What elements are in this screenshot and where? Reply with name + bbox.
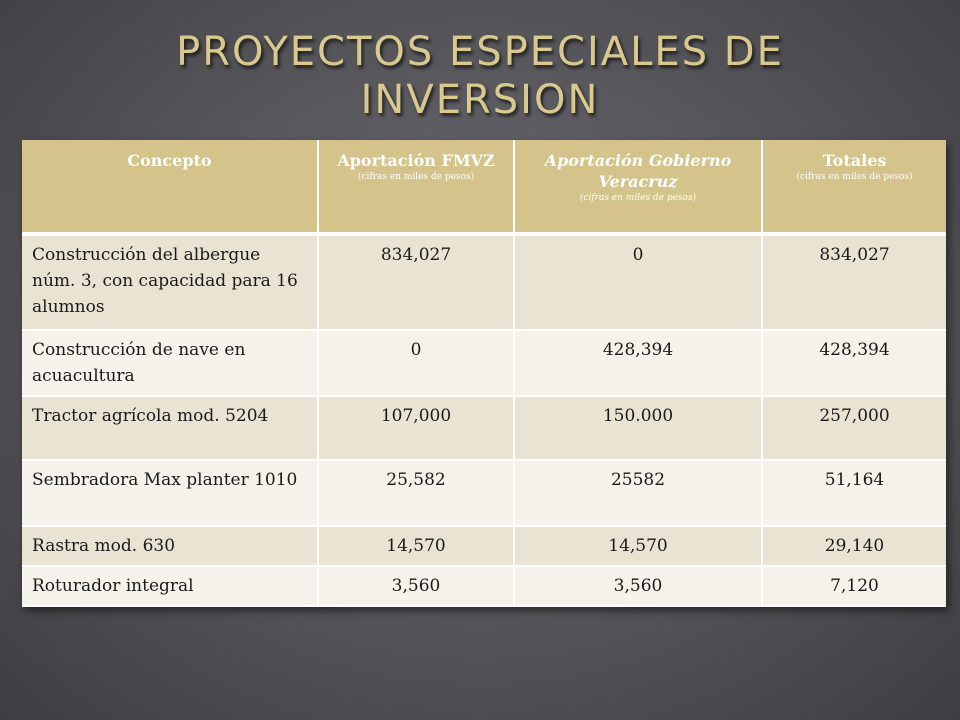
table-row [22, 566, 946, 606]
header-aportacion-fmvz-note: (cifras en miles de pesos) [357, 172, 475, 182]
cell-concepto: Roturador integral [22, 566, 318, 606]
cell-gobierno: 0 [514, 234, 762, 330]
cell-fmvz: 107,000 [318, 396, 514, 460]
cell-fmvz: 25,582 [318, 460, 514, 526]
cell-fmvz: 834,027 [318, 234, 514, 330]
cell-gobierno: 14,570 [514, 526, 762, 566]
header-totales [762, 140, 946, 234]
table-row [22, 460, 946, 526]
header-concepto-label: Concepto [127, 151, 212, 170]
cell-gobierno: 150.000 [514, 396, 762, 460]
table-header-row [22, 140, 946, 234]
cell-fmvz: 0 [318, 330, 514, 396]
table-row [22, 234, 946, 330]
cell-concepto: Construcción de nave en acuacultura [22, 330, 318, 396]
cell-gobierno: 25582 [514, 460, 762, 526]
cell-concepto: Rastra mod. 630 [22, 526, 318, 566]
header-aportacion-fmvz [318, 140, 514, 234]
header-concepto [22, 140, 318, 234]
header-aportacion-gobierno-note: (cifras en miles de pesos) [579, 193, 697, 203]
cell-concepto: Tractor agrícola mod. 5204 [22, 396, 318, 460]
cell-total: 257,000 [762, 396, 946, 460]
investment-table-container [22, 140, 946, 607]
cell-total: 29,140 [762, 526, 946, 566]
table-row [22, 526, 946, 566]
header-aportacion-gobierno-label: Aportación Gobierno Veracruz [544, 151, 732, 191]
table-row [22, 330, 946, 396]
header-aportacion-gobierno [514, 140, 762, 234]
slide-title [0, 28, 960, 124]
table-row [22, 396, 946, 460]
cell-concepto: Sembradora Max planter 1010 [22, 460, 318, 526]
cell-total: 7,120 [762, 566, 946, 606]
investment-table [22, 140, 946, 607]
cell-total: 834,027 [762, 234, 946, 330]
slide-title-line1: PROYECTOS ESPECIALES DE [176, 29, 784, 75]
header-aportacion-fmvz-label: Aportación FMVZ [337, 151, 495, 170]
cell-concepto: Construcción del albergue núm. 3, con capacidad para 16 alumnos [22, 234, 318, 330]
slide-title-line2: INVERSION [360, 77, 600, 123]
header-totales-label: Totales [822, 151, 887, 170]
cell-gobierno: 428,394 [514, 330, 762, 396]
header-totales-note: (cifras en miles de pesos) [796, 172, 913, 182]
cell-total: 51,164 [762, 460, 946, 526]
cell-gobierno: 3,560 [514, 566, 762, 606]
cell-fmvz: 14,570 [318, 526, 514, 566]
cell-fmvz: 3,560 [318, 566, 514, 606]
cell-total: 428,394 [762, 330, 946, 396]
